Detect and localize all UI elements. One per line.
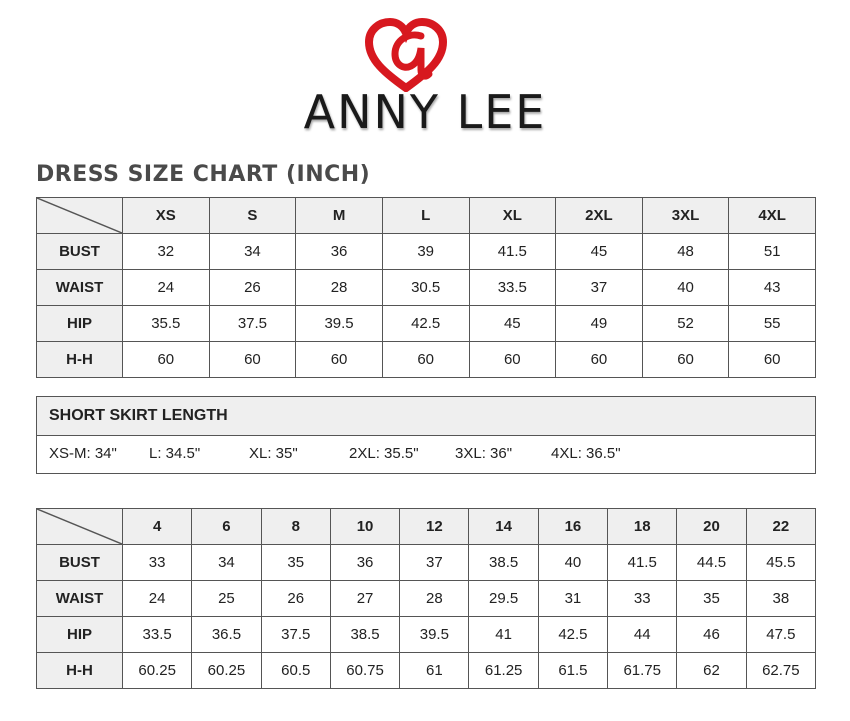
table-cell: 40 xyxy=(538,545,607,581)
table-cell: 60.25 xyxy=(192,653,261,689)
row-header: WAIST xyxy=(37,581,123,617)
column-header: M xyxy=(296,198,383,234)
table-cell: 60.75 xyxy=(330,653,399,689)
table-cell: 36 xyxy=(296,234,383,270)
table-cell: 61.25 xyxy=(469,653,538,689)
table-cell: 45 xyxy=(469,306,556,342)
row-header: HIP xyxy=(37,617,123,653)
column-header: 22 xyxy=(746,509,815,545)
size-table-numbers xyxy=(36,508,816,689)
table-cell: 34 xyxy=(209,234,296,270)
size-table-letters xyxy=(36,197,816,378)
skirt-length-item: L: 34.5" xyxy=(149,445,201,462)
table-cell: 39.5 xyxy=(296,306,383,342)
table-cell: 34 xyxy=(192,545,261,581)
skirt-length-item: XS-M: 34" xyxy=(49,445,117,462)
table-cell: 61.75 xyxy=(608,653,677,689)
short-skirt-length-box xyxy=(36,396,816,474)
table-cell: 43 xyxy=(729,270,816,306)
table-cell: 60 xyxy=(642,342,729,378)
column-header: 2XL xyxy=(556,198,643,234)
corner-cell xyxy=(37,509,123,545)
table-cell: 44.5 xyxy=(677,545,746,581)
table-cell: 60 xyxy=(123,342,210,378)
column-header: 8 xyxy=(261,509,330,545)
skirt-length-item: 4XL: 36.5" xyxy=(551,445,621,462)
header-row xyxy=(37,198,816,234)
table-cell: 38.5 xyxy=(469,545,538,581)
table-cell: 29.5 xyxy=(469,581,538,617)
table-row xyxy=(37,306,816,342)
table-cell: 60 xyxy=(382,342,469,378)
table-cell: 25 xyxy=(192,581,261,617)
column-header: 10 xyxy=(330,509,399,545)
skirt-title: SHORT SKIRT LENGTH xyxy=(37,397,815,436)
table-cell: 28 xyxy=(400,581,469,617)
table-cell: 45 xyxy=(556,234,643,270)
table-cell: 28 xyxy=(296,270,383,306)
table-cell: 60 xyxy=(556,342,643,378)
column-header: XL xyxy=(469,198,556,234)
table-cell: 35 xyxy=(677,581,746,617)
column-header: 20 xyxy=(677,509,746,545)
table-cell: 47.5 xyxy=(746,617,815,653)
table-cell: 37 xyxy=(400,545,469,581)
table-row xyxy=(37,342,816,378)
table-cell: 60 xyxy=(296,342,383,378)
table-cell: 42.5 xyxy=(382,306,469,342)
table-cell: 27 xyxy=(330,581,399,617)
table-cell: 33 xyxy=(608,581,677,617)
column-header: 14 xyxy=(469,509,538,545)
table-row xyxy=(37,653,816,689)
table-cell: 62 xyxy=(677,653,746,689)
table-cell: 61.5 xyxy=(538,653,607,689)
table-cell: 55 xyxy=(729,306,816,342)
column-header: XS xyxy=(123,198,210,234)
column-header: 12 xyxy=(400,509,469,545)
table-cell: 38 xyxy=(746,581,815,617)
table-cell: 36 xyxy=(330,545,399,581)
table-cell: 62.75 xyxy=(746,653,815,689)
table-cell: 37.5 xyxy=(209,306,296,342)
skirt-lengths xyxy=(37,436,815,473)
table-cell: 40 xyxy=(642,270,729,306)
table-cell: 60 xyxy=(729,342,816,378)
column-header: 6 xyxy=(192,509,261,545)
table-cell: 46 xyxy=(677,617,746,653)
row-header: H-H xyxy=(37,653,123,689)
table-cell: 30.5 xyxy=(382,270,469,306)
table-cell: 51 xyxy=(729,234,816,270)
table-cell: 26 xyxy=(209,270,296,306)
table-cell: 41.5 xyxy=(469,234,556,270)
table-cell: 33 xyxy=(123,545,192,581)
column-header: L xyxy=(382,198,469,234)
row-header: HIP xyxy=(37,306,123,342)
brand-name: ANNY LEE xyxy=(303,85,547,139)
header-row xyxy=(37,509,816,545)
table-cell: 48 xyxy=(642,234,729,270)
table-cell: 49 xyxy=(556,306,643,342)
table-row xyxy=(37,617,816,653)
table-cell: 39.5 xyxy=(400,617,469,653)
table-cell: 24 xyxy=(123,581,192,617)
table-cell: 24 xyxy=(123,270,210,306)
corner-cell xyxy=(37,198,123,234)
table-cell: 35.5 xyxy=(123,306,210,342)
heart-logo-icon xyxy=(365,18,447,92)
column-header: S xyxy=(209,198,296,234)
table-cell: 60 xyxy=(469,342,556,378)
column-header: 18 xyxy=(608,509,677,545)
skirt-length-item: 2XL: 35.5" xyxy=(349,445,419,462)
table-cell: 60.25 xyxy=(123,653,192,689)
table-cell: 32 xyxy=(123,234,210,270)
table-cell: 39 xyxy=(382,234,469,270)
chart-title: DRESS SIZE CHART (INCH) xyxy=(36,162,371,187)
column-header: 3XL xyxy=(642,198,729,234)
table-row xyxy=(37,270,816,306)
table-cell: 41 xyxy=(469,617,538,653)
row-header: BUST xyxy=(37,545,123,581)
skirt-length-item: 3XL: 36" xyxy=(455,445,513,462)
table-cell: 36.5 xyxy=(192,617,261,653)
skirt-length-item: XL: 35" xyxy=(249,445,298,462)
table-cell: 37.5 xyxy=(261,617,330,653)
table-cell: 33.5 xyxy=(469,270,556,306)
table-cell: 37 xyxy=(556,270,643,306)
column-header: 4XL xyxy=(729,198,816,234)
table-cell: 60 xyxy=(209,342,296,378)
table-cell: 44 xyxy=(608,617,677,653)
table-row xyxy=(37,545,816,581)
table-cell: 35 xyxy=(261,545,330,581)
table-cell: 61 xyxy=(400,653,469,689)
table-cell: 52 xyxy=(642,306,729,342)
column-header: 16 xyxy=(538,509,607,545)
column-header: 4 xyxy=(123,509,192,545)
table-cell: 31 xyxy=(538,581,607,617)
row-header: WAIST xyxy=(37,270,123,306)
table-cell: 26 xyxy=(261,581,330,617)
table-cell: 42.5 xyxy=(538,617,607,653)
table-cell: 33.5 xyxy=(123,617,192,653)
row-header: H-H xyxy=(37,342,123,378)
table-row xyxy=(37,234,816,270)
table-cell: 45.5 xyxy=(746,545,815,581)
table-cell: 60.5 xyxy=(261,653,330,689)
table-cell: 41.5 xyxy=(608,545,677,581)
table-row xyxy=(37,581,816,617)
row-header: BUST xyxy=(37,234,123,270)
table-cell: 38.5 xyxy=(330,617,399,653)
